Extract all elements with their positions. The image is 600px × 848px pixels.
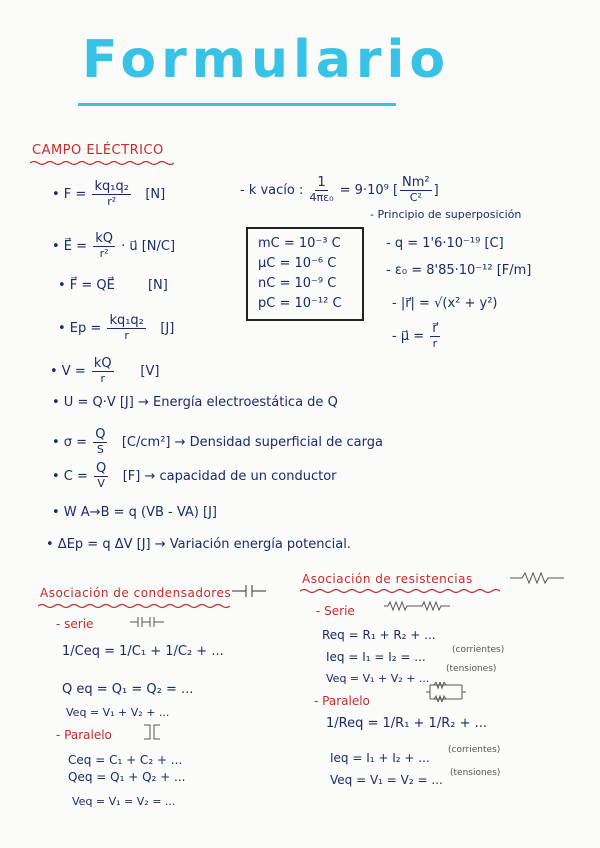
resistor-symbol-icon [508,571,568,585]
subheading-serie: - Serie [316,604,355,618]
formula-capacitance: • C = $\frac{Q}{V}$ [F] → capacidad de un conductor [52,461,337,490]
principio-heading: - Principio de superposición [370,208,522,221]
formula-qeq-paralelo: Qeq = Q₁ + Q₂ + ... [68,770,186,784]
title-underline [78,103,396,106]
formula-electric-field: • E⃗ = $\frac{kQ}{\text{r²}}$ · u⃗ [N/C] [52,231,176,260]
constant-charge: - q = 1'6·10⁻¹⁹ [C] [386,236,504,251]
heading-underline [30,160,174,166]
formula-ceq-serie: 1/Ceq = 1/C₁ + 1/C₂ + ... [62,644,224,659]
formula-veq-serie: Veq = V₁ + V₂ + ... [66,706,170,719]
formula-r-modulus: - |r⃗| = √(x² + y²) [392,296,498,311]
formula-qeq-serie: Q eq = Q₁ = Q₂ = ... [62,682,194,697]
formula-veq-paralelo: Veq = V₁ = V₂ = ... [72,795,176,808]
parallel-resistor-icon [424,682,468,702]
formula-coulomb-force: • F = $\frac{\text{kq₁q₂}}{\text{r²}}$ [N] [52,179,166,208]
unit-prefix: pC = 10⁻¹² C [258,296,342,311]
parallel-capacitor-icon [142,723,162,741]
note-tensiones: (tensiones) [450,768,501,778]
capacitor-symbol-icon [232,584,268,598]
unit-prefix-list [258,234,342,314]
formula-req-serie: Req = R₁ + R₂ + ... [322,628,436,642]
series-resistor-icon [384,599,452,613]
section-heading-condensadores: Asociación de condensadores [40,586,232,600]
unit-prefix: nC = 10⁻⁹ C [258,276,337,291]
subheading-serie: - serie [56,617,94,631]
formula-energy: • U = Q·V [J] → Energía electroestática de Q [52,395,338,410]
formula-surface-density: • σ = $\frac{Q}{S}$ [C/cm²] → Densidad superficial de carga [52,427,383,456]
formula-k-vacio: - k vacío : $\frac{1}{\text{4πε₀}}$ = 9·10⁹ [ $\frac{\text{Nm²}}{\text{C²}}$ ] [240,175,439,204]
heading-underline [300,588,500,594]
page-title: Formulario [82,30,451,90]
subheading-paralelo: - Paralelo [56,728,112,742]
section-heading-resistencias: Asociación de resistencias [302,572,473,586]
formula-ieq-paralelo: Ieq = I₁ + I₂ + ... [330,751,430,765]
formula-ceq-paralelo: Ceq = C₁ + C₂ + ... [68,753,183,767]
formula-potential-energy: • Ep = $\frac{\text{kq₁q₂}}{r}$ [J] [58,313,175,342]
note-corrientes: (corrientes) [448,745,501,755]
section-heading-campo: CAMPO ELÉCTRICO [32,143,164,158]
formula-potential: • V = $\frac{kQ}{r}$ [V] [50,356,160,385]
heading-underline [38,603,230,609]
formula-req-paralelo: 1/Req = 1/R₁ + 1/R₂ + ... [326,716,488,731]
unit-prefix: mC = 10⁻³ C [258,236,341,251]
subheading-paralelo: - Paralelo [314,694,370,708]
formula-veq-serie: Veq = V₁ + V₂ + ... [326,672,430,685]
note-corrientes: (corrientes) [452,645,505,655]
formula-force-qe: • F⃗ = QE⃗ [N] [58,278,168,293]
unit-prefix: μC = 10⁻⁶ C [258,256,337,271]
formula-veq-paralelo: Veq = V₁ = V₂ = ... [330,773,443,787]
note-tensiones: (tensiones) [446,664,497,674]
constant-epsilon: - ε₀ = 8'85·10⁻¹² [F/m] [386,263,532,278]
formula-work: • W A→B = q (VB - VA) [J] [52,505,218,520]
formula-potential-energy-change: • ΔEp = q ΔV [J] → Variación energía potencial. [46,537,351,552]
formula-unit-vector: - μ⃗ = $\frac{r⃗}{r}$ [392,321,438,350]
series-capacitor-icon [130,615,166,629]
formula-ieq-serie: Ieq = I₁ = I₂ = ... [326,650,426,664]
